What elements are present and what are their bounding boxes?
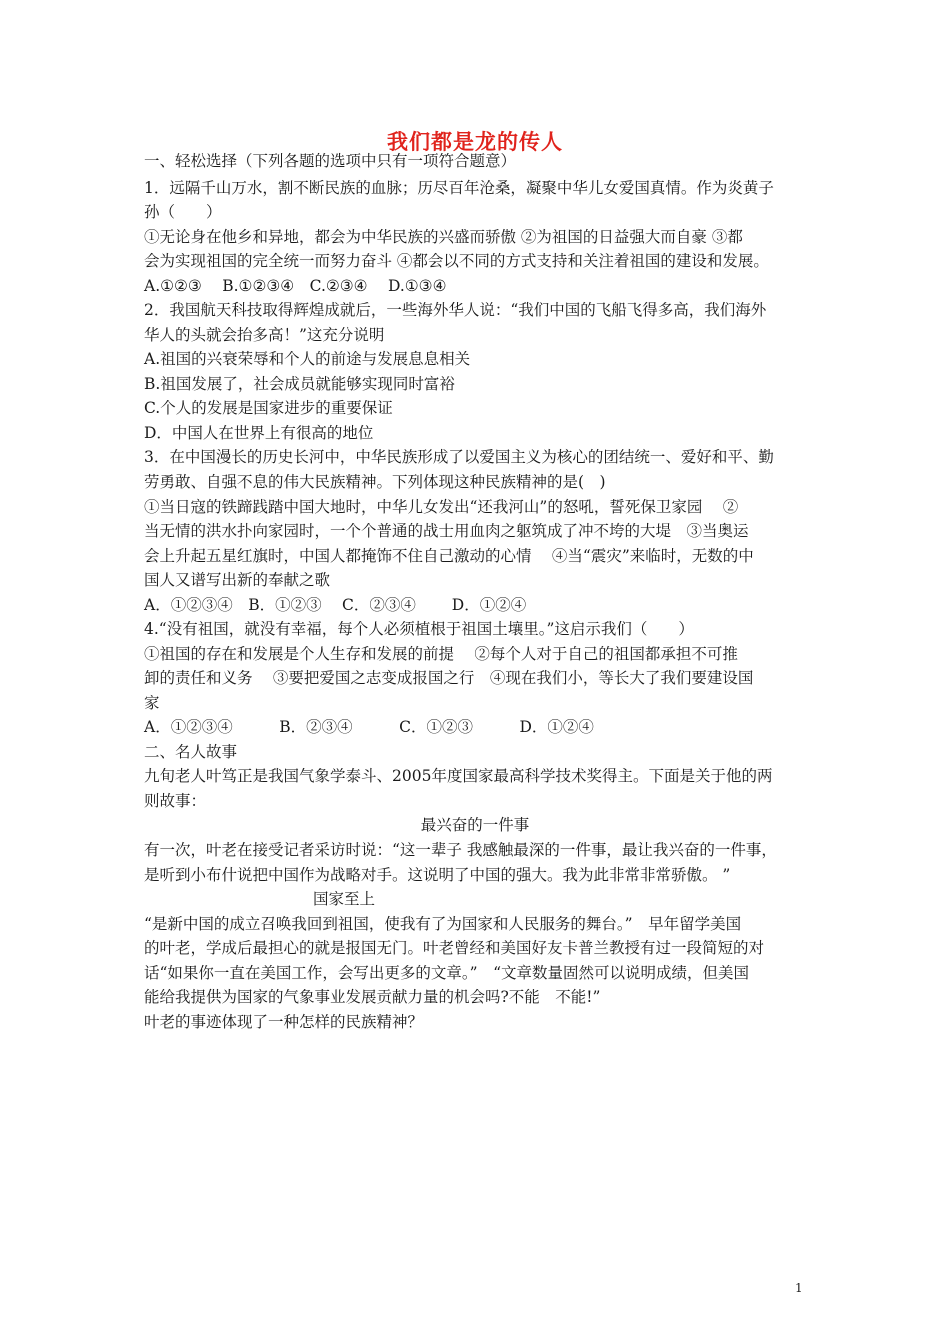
statement-text: 国人又谱写出新的奉献之歌 — [144, 571, 331, 589]
question-text: 4.“没有祖国，就没有幸福，每个人必须植根于祖国土壤里。”这启示我们（ ） — [144, 620, 694, 638]
paragraph-text: 的叶老，学成后最担心的就是报国无门。叶老曾经和美国好友卡普兰教授有过一段简短的对 — [144, 939, 765, 957]
paragraph-text: 能给我提供为国家的气象事业发展贡献力量的机会吗?不能 不能!” — [144, 988, 601, 1006]
paragraph-text: 有一次，叶老在接受记者采访时说：“这一辈子 我感触最深的一件事，最让我兴奋的一件事， — [144, 841, 777, 859]
statement-text: ①当日寇的铁蹄践踏中国大地时，中华儿女发出“还我河山”的怒吼，誓死保卫家园 ② — [144, 498, 739, 516]
question-text: 1．远隔千山万水，割不断民族的血脉；历尽百年沧桑，凝聚中华儿女爱国真情。作为炎黄子 — [144, 179, 774, 197]
page-number: 1 — [795, 1281, 803, 1295]
section-heading: 二、名人故事 — [144, 743, 238, 761]
statement-text: 卸的责任和义务 ③要把爱国之志变成报国之行 ④现在我们小，等长大了我们要建设国 — [144, 669, 754, 687]
statement-text: ①祖国的存在和发展是个人生存和发展的前提 ②每个人对于自己的祖国都承担不可推 — [144, 645, 738, 663]
paragraph-text: 话“如果你一直在美国工作，会写出更多的文章。” “文章数量固然可以说明成绩，但美国 — [144, 964, 750, 982]
statement-text: 会为实现祖国的完全统一而努力奋斗 ④都会以不同的方式支持和关注着祖国的建设和发展。 — [144, 252, 769, 270]
statement-text: 当无情的洪水扑向家园时，一个个普通的战士用血肉之躯筑成了冲不垮的大堤 ③当奥运 — [144, 522, 749, 540]
story-heading: 最兴奋的一件事 — [420, 816, 530, 834]
answer-option: A.祖国的兴衰荣辱和个人的前途与发展息息相关 — [144, 350, 471, 368]
section-heading: 一、轻松选择（下列各题的选项中只有一项符合题意） — [144, 152, 517, 170]
statement-text: ①无论身在他乡和异地，都会为中华民族的兴盛而骄傲 ②为祖国的日益强大而自豪 ③都 — [144, 228, 743, 246]
paragraph-text: “是新中国的成立召唤我回到祖国，使我有了为国家和人民服务的舞台。” 早年留学美国 — [144, 915, 742, 933]
document-title: 我们都是龙的传人 — [387, 130, 563, 154]
statement-text: 会上升起五星红旗时，中国人都掩饰不住自己激动的心情 ④当“震灾”来临时，无数的中 — [144, 547, 754, 565]
story-heading: 国家至上 — [313, 890, 376, 908]
answer-options: A．①②③④ B．①②③ C．②③④ D．①②④ — [144, 596, 527, 614]
statement-text: 家 — [144, 694, 160, 712]
paragraph-text: 则故事： — [144, 792, 207, 810]
question-text: 孙（ ） — [144, 203, 222, 221]
question-text: 叶老的事迹体现了一种怎样的民族精神？ — [144, 1013, 424, 1031]
question-text: 2．我国航天科技取得辉煌成就后，一些海外华人说：“我们中国的飞船飞得多高，我们海外 — [144, 301, 767, 319]
paragraph-text: 九旬老人叶笃正是我国气象学泰斗、2005年度国家最高科学技术奖得主。下面是关于他的两 — [144, 767, 773, 785]
question-text: 3．在中国漫长的历史长河中，中华民族形成了以爱国主义为核心的团结统一、爱好和平、勤 — [144, 448, 774, 466]
question-text: 劳勇敢、自强不息的伟大民族精神。下列体现这种民族精神的是( ) — [144, 473, 606, 491]
question-text: 华人的头就会抬多高！”这充分说明 — [144, 326, 385, 344]
answer-options: A．①②③④ B．②③④ C．①②③ D．①②④ — [144, 718, 594, 736]
answer-option: C.个人的发展是国家进步的重要保证 — [144, 399, 393, 417]
paragraph-text: 是听到小布什说把中国作为战略对手。这说明了中国的强大。我为此非常非常骄傲。 ” — [144, 866, 731, 884]
answer-option: B.祖国发展了，社会成员就能够实现同时富裕 — [144, 375, 455, 393]
answer-options: A.①②③ B.①②③④ C.②③④ D.①③④ — [144, 277, 447, 295]
answer-option: D．中国人在世界上有很高的地位 — [144, 424, 374, 442]
